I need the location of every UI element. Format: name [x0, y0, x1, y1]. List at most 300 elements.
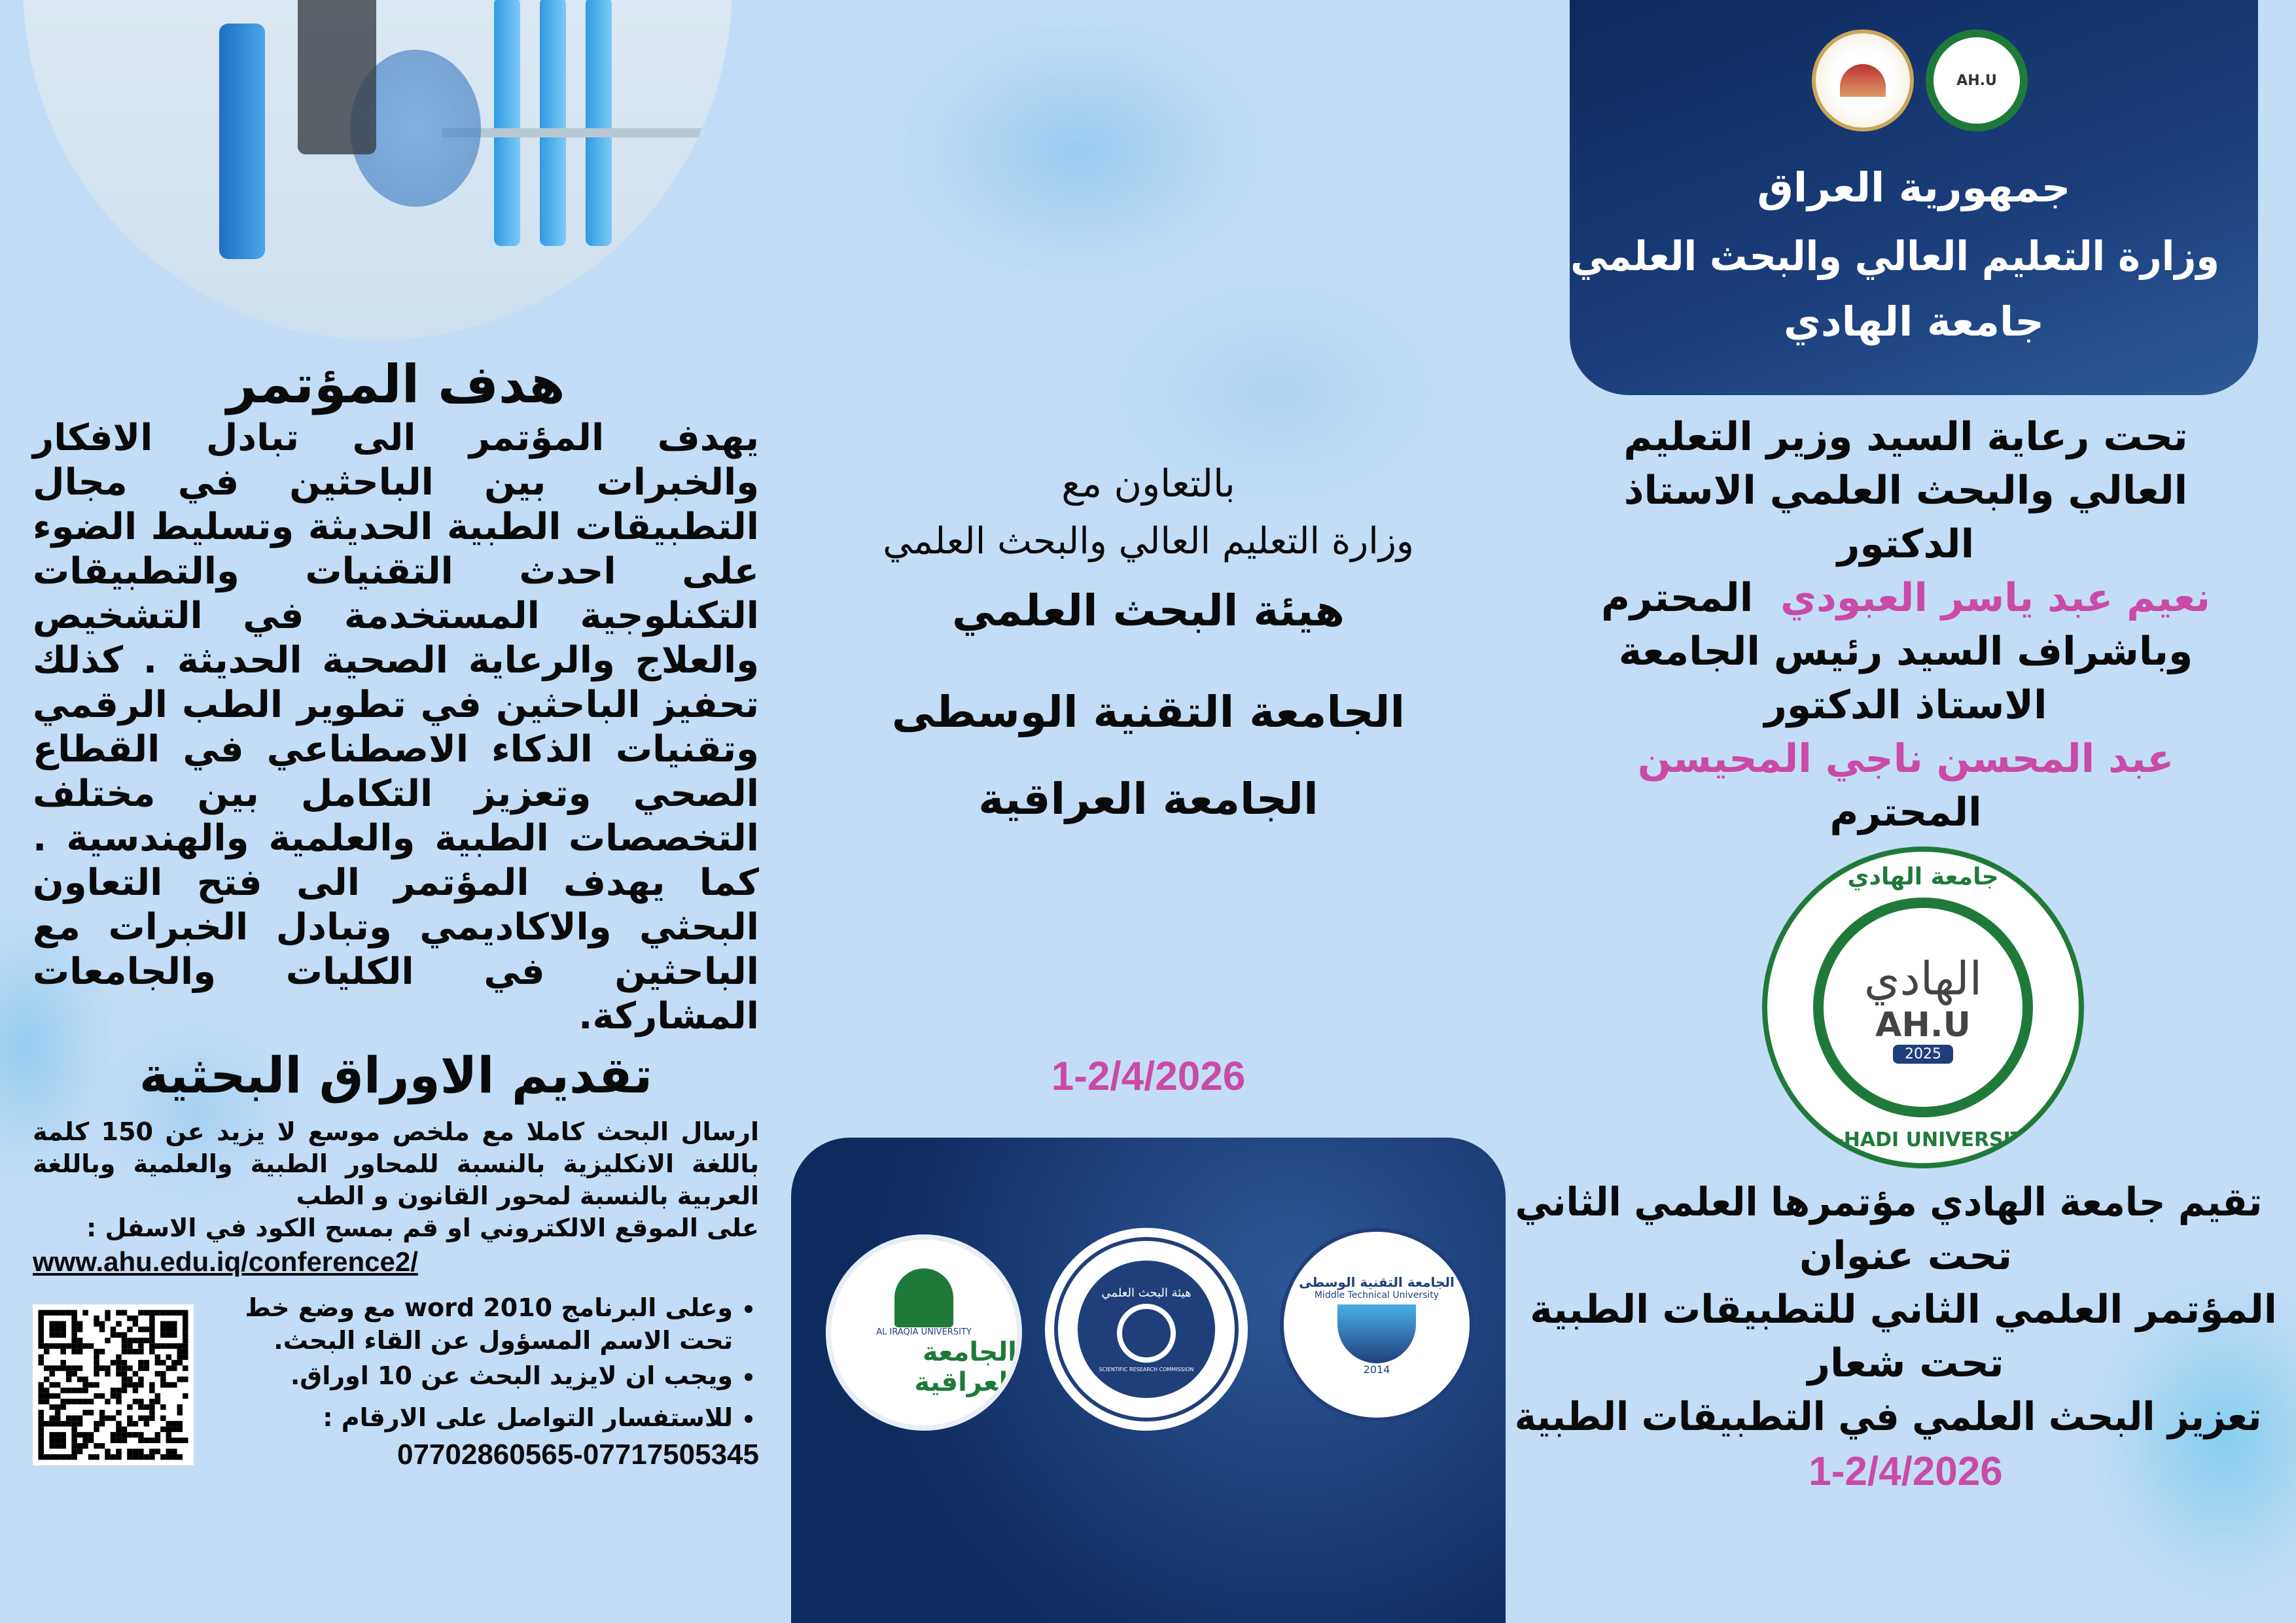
qr-module [149, 1399, 154, 1404]
qr-module [94, 1365, 99, 1370]
qr-module [149, 1449, 154, 1454]
qr-module [138, 1416, 143, 1421]
qr-module [38, 1438, 43, 1443]
qr-module [82, 1310, 88, 1315]
left-column [33, 353, 759, 1473]
qr-module [99, 1416, 105, 1421]
qr-module [160, 1427, 166, 1432]
qr-module [111, 1327, 116, 1332]
qr-module [122, 1438, 127, 1443]
qr-module [144, 1338, 149, 1343]
qr-module [60, 1443, 65, 1448]
qr-module [60, 1349, 65, 1354]
qr-module [122, 1387, 127, 1393]
qr-module [71, 1438, 77, 1443]
qr-module [166, 1327, 171, 1332]
qr-module [88, 1382, 94, 1387]
qr-module [166, 1354, 171, 1359]
qr-module [99, 1410, 105, 1415]
qr-module [49, 1421, 54, 1426]
qr-module [171, 1343, 177, 1348]
qr-module [105, 1449, 110, 1454]
qr-module [122, 1382, 127, 1387]
patronage-line-1: تحت رعاية السيد وزير التعليم [1623, 414, 2188, 460]
qr-module [127, 1365, 132, 1370]
qr-module [160, 1321, 166, 1326]
qr-module [138, 1376, 143, 1382]
qr-module [38, 1321, 43, 1326]
qr-module [160, 1416, 166, 1421]
qr-module [177, 1360, 183, 1365]
honorific: المحترم [1829, 790, 1982, 835]
qr-module [88, 1454, 94, 1459]
qr-module [77, 1343, 82, 1348]
qr-module [60, 1432, 65, 1437]
qr-module [127, 1405, 132, 1410]
qr-module [38, 1343, 43, 1348]
qr-module [155, 1371, 160, 1376]
qr-module [133, 1387, 138, 1393]
qr-module [94, 1427, 99, 1432]
qr-module [160, 1360, 166, 1365]
qr-module [183, 1438, 188, 1443]
announcement-line-1: تقيم جامعة الهادي مؤتمرها العلمي الثاني [1515, 1179, 2263, 1225]
qr-module [138, 1343, 143, 1348]
qr-module [127, 1343, 132, 1348]
qr-module [49, 1343, 54, 1348]
qr-module [133, 1338, 138, 1343]
qr-module [99, 1327, 105, 1332]
qr-module [144, 1365, 149, 1370]
qr-module [160, 1343, 166, 1348]
qr-module [166, 1449, 171, 1454]
qr-module [183, 1327, 188, 1332]
logo-mark: الهادي [1863, 951, 1983, 1005]
qr-module [183, 1343, 188, 1348]
qr-module [116, 1310, 121, 1315]
qr-module [171, 1449, 177, 1454]
qr-module [38, 1332, 43, 1337]
qr-module [138, 1365, 143, 1370]
logo-year: 2025 [1893, 1045, 1953, 1064]
qr-module [38, 1387, 43, 1393]
qr-module [116, 1393, 121, 1399]
qr-module [133, 1449, 138, 1454]
qr-module [133, 1316, 138, 1321]
qr-module [183, 1316, 188, 1321]
submission-rules [213, 1291, 759, 1434]
qr-module [49, 1382, 54, 1387]
qr-module [133, 1321, 138, 1326]
qr-module [122, 1310, 127, 1315]
partner-2: الجامعة التقنية الوسطى [891, 687, 1405, 737]
qr-module [144, 1327, 149, 1332]
qr-module [133, 1421, 138, 1426]
minister-name: نعيم عبد ياسر العبودي [1780, 575, 2211, 621]
qr-module [183, 1354, 188, 1359]
president-name: عبد المحسن ناجي المحيسن [1637, 736, 2174, 782]
qr-module [183, 1349, 188, 1354]
qr-module [177, 1421, 183, 1426]
qr-module [111, 1387, 116, 1393]
qr-module [71, 1310, 77, 1315]
qr-module [111, 1454, 116, 1459]
qr-module [105, 1316, 110, 1321]
qr-module [38, 1454, 43, 1459]
qr-module [88, 1343, 94, 1348]
qr-module [49, 1327, 54, 1332]
cooperation-intro: بالتعاون مع [1061, 461, 1235, 506]
qr-module [38, 1427, 43, 1432]
qr-module [55, 1365, 60, 1370]
qr-module [171, 1454, 177, 1459]
qr-module [171, 1382, 177, 1387]
conference-url-link[interactable]: www.ahu.edu.iq/conference2/ [33, 1246, 418, 1277]
qr-module [60, 1387, 65, 1393]
qr-module [177, 1354, 183, 1359]
qr-module [127, 1449, 132, 1454]
qr-module [171, 1360, 177, 1365]
rule-item: • ويجب ان لايزيد البحث عن 10 اوراق. [213, 1359, 733, 1392]
qr-module [122, 1338, 127, 1343]
header-line-1: جمهورية العراق [1757, 164, 2071, 211]
ministry-logo [1812, 29, 1914, 131]
qr-module [60, 1405, 65, 1410]
qr-module [111, 1332, 116, 1337]
partner-3: الجامعة العراقية [978, 774, 1318, 824]
qr-module [44, 1421, 49, 1426]
submission-title: تقديم الاوراق البحثية [139, 1046, 653, 1104]
qr-module [183, 1321, 188, 1326]
qr-module [77, 1376, 82, 1382]
qr-module [38, 1421, 43, 1426]
qr-module [94, 1421, 99, 1426]
qr-module [77, 1432, 82, 1437]
qr-module [38, 1443, 43, 1448]
submission-site-line: على الموقع الالكتروني او قم بمسح الكود في الاسفل : [86, 1213, 759, 1242]
patronage-line-6: الاستاذ الدكتور [1764, 682, 2047, 728]
qr-module [55, 1310, 60, 1315]
qr-module [138, 1438, 143, 1443]
qr-module [60, 1327, 65, 1332]
qr-module [177, 1349, 183, 1354]
qr-module [138, 1432, 143, 1437]
logo-year: 2014 [1363, 1363, 1390, 1376]
qr-module [77, 1387, 82, 1393]
qr-module [122, 1365, 127, 1370]
qr-module [94, 1443, 99, 1448]
qr-module [116, 1421, 121, 1426]
qr-module [55, 1343, 60, 1348]
qr-module [166, 1343, 171, 1348]
rules-block [213, 1291, 759, 1473]
minister-line [1525, 573, 2287, 623]
qr-module [177, 1343, 183, 1348]
qr-module [127, 1327, 132, 1332]
qr-module [71, 1316, 77, 1321]
qr-module [71, 1432, 77, 1437]
qr-module [133, 1349, 138, 1354]
qr-module [77, 1338, 82, 1343]
qr-module [38, 1393, 43, 1399]
qr-module [77, 1321, 82, 1326]
qr-module [49, 1416, 54, 1421]
qr-module [149, 1382, 154, 1387]
goal-title: هدف المؤتمر [226, 354, 565, 415]
header-line-3: جامعة الهادي [1784, 298, 2044, 345]
qr-module [38, 1416, 43, 1421]
qr-module [49, 1454, 54, 1459]
qr-module [116, 1427, 121, 1432]
qr-module [55, 1393, 60, 1399]
qr-module [49, 1432, 54, 1437]
qr-module [133, 1432, 138, 1437]
qr-module [99, 1393, 105, 1399]
qr-module [55, 1416, 60, 1421]
qr-module [160, 1382, 166, 1387]
qr-module [82, 1387, 88, 1393]
qr-module [149, 1410, 154, 1415]
qr-module [116, 1387, 121, 1393]
qr-module [71, 1449, 77, 1454]
logo-abbr: AH.U [1956, 72, 1997, 89]
qr-module [82, 1443, 88, 1448]
qr-module [171, 1327, 177, 1332]
rule-item: • للاستفسار التواصل على الارقام : [213, 1401, 733, 1434]
patronage-line-5: وباشراف السيد رئيس الجامعة [1618, 629, 2193, 674]
qr-module [44, 1343, 49, 1348]
qr-module [105, 1365, 110, 1370]
qr-module [105, 1399, 110, 1404]
qr-module [44, 1349, 49, 1354]
qr-module [88, 1432, 94, 1437]
qr-module [116, 1365, 121, 1370]
qr-module [183, 1338, 188, 1343]
logo-text: هيئة البحث العلمي [1101, 1286, 1192, 1300]
qr-module [44, 1365, 49, 1370]
qr-module [133, 1371, 138, 1376]
qr-module [44, 1393, 49, 1399]
qr-module [171, 1332, 177, 1337]
qr-module [133, 1382, 138, 1387]
qr-module [149, 1343, 154, 1348]
qr-module [155, 1432, 160, 1437]
honorific: المحترم [1600, 575, 1754, 621]
qr-module [49, 1371, 54, 1376]
qr-module [160, 1454, 166, 1459]
conference-date: 1-2/4/2026 [1809, 1449, 2003, 1494]
qr-module [122, 1427, 127, 1432]
qr-module [55, 1454, 60, 1459]
qr-module [166, 1432, 171, 1437]
conference-slogan: تعزيز البحث العلمي في التطبيقات الطبية [1514, 1394, 2262, 1440]
qr-module [66, 1399, 71, 1404]
qr-module [38, 1316, 43, 1321]
qr-module [44, 1454, 49, 1459]
conference-title: المؤتمر العلمي الثاني للتطبيقات الطبية [1530, 1287, 2277, 1333]
qr-module [38, 1354, 43, 1359]
qr-module [94, 1393, 99, 1399]
qr-module [55, 1421, 60, 1426]
qr-module [49, 1365, 54, 1370]
qr-module [138, 1360, 143, 1365]
qr-module [38, 1338, 43, 1343]
qr-module [77, 1421, 82, 1426]
qr-module [55, 1438, 60, 1443]
logo-abbr: AH.U [1875, 1005, 1971, 1045]
qr-module [177, 1410, 183, 1415]
logo-text: SCIENTIFIC RESEARCH COMMISSION [1099, 1367, 1194, 1372]
qr-module [122, 1349, 127, 1354]
qr-module [66, 1416, 71, 1421]
qr-module [116, 1321, 121, 1326]
qr-module [144, 1421, 149, 1426]
qr-module [133, 1454, 138, 1459]
qr-module [116, 1454, 121, 1459]
qr-module [49, 1405, 54, 1410]
al-hadi-small-logo [1926, 29, 2028, 131]
qr-module [44, 1310, 49, 1315]
qr-module [111, 1438, 116, 1443]
qr-module [60, 1360, 65, 1365]
qr-module [177, 1376, 183, 1382]
qr-module [138, 1454, 143, 1459]
lab-photo [23, 0, 732, 340]
rule-item: • وعلى البرنامج word 2010 مع وضع خط تحت الاسم المسؤول عن القاء البحث. [213, 1291, 733, 1357]
qr-module [105, 1416, 110, 1421]
qr-module [177, 1405, 183, 1410]
qr-module [155, 1449, 160, 1454]
qr-module [55, 1321, 60, 1326]
qr-module [166, 1454, 171, 1459]
qr-module [66, 1343, 71, 1348]
qr-module [155, 1438, 160, 1443]
qr-module [160, 1327, 166, 1332]
qr-module [149, 1349, 154, 1354]
qr-module [71, 1387, 77, 1393]
qr-code[interactable] [33, 1304, 194, 1465]
qr-module [77, 1365, 82, 1370]
qr-module [149, 1327, 154, 1332]
qr-module [44, 1376, 49, 1382]
qr-module [99, 1443, 105, 1448]
qr-module [66, 1310, 71, 1315]
qr-module [122, 1360, 127, 1365]
qr-module [71, 1343, 77, 1348]
qr-module [55, 1432, 60, 1437]
qr-module [99, 1421, 105, 1426]
qr-module [149, 1338, 154, 1343]
qr-module [49, 1438, 54, 1443]
qr-module [38, 1449, 43, 1454]
qr-module [49, 1393, 54, 1399]
header-line-2: وزارة التعليم العالي والبحث العلمي [1570, 232, 2219, 280]
qr-module [149, 1454, 154, 1459]
qr-module [144, 1454, 149, 1459]
qr-module [177, 1454, 183, 1459]
qr-module [138, 1338, 143, 1343]
qr-module [105, 1310, 110, 1315]
qr-module [144, 1310, 149, 1315]
qr-module [82, 1438, 88, 1443]
qr-module [66, 1371, 71, 1376]
qr-module [160, 1310, 166, 1315]
qr-module [99, 1349, 105, 1354]
qr-module [138, 1405, 143, 1410]
qr-module [66, 1421, 71, 1426]
qr-module [77, 1443, 82, 1448]
qr-module [166, 1321, 171, 1326]
qr-module [155, 1393, 160, 1399]
qr-module [105, 1338, 110, 1343]
qr-module [60, 1421, 65, 1426]
qr-module [94, 1316, 99, 1321]
qr-module [149, 1332, 154, 1337]
qr-module [166, 1332, 171, 1337]
qr-module [127, 1454, 132, 1459]
qr-module [155, 1310, 160, 1315]
qr-module [127, 1421, 132, 1426]
qr-module [127, 1376, 132, 1382]
qr-module [60, 1454, 65, 1459]
qr-module [44, 1399, 49, 1404]
qr-module [171, 1427, 177, 1432]
qr-module [122, 1376, 127, 1382]
qr-module [94, 1360, 99, 1365]
qr-module [160, 1405, 166, 1410]
qr-module [49, 1443, 54, 1448]
qr-module [149, 1416, 154, 1421]
qr-module [160, 1371, 166, 1376]
al-hadi-university-logo [1762, 846, 2084, 1168]
qr-module [82, 1432, 88, 1437]
qr-module [38, 1382, 43, 1387]
announcement-line-4: تحت شعار [1807, 1340, 2004, 1386]
qr-module [82, 1343, 88, 1348]
qr-module [94, 1354, 99, 1359]
qr-module [155, 1399, 160, 1404]
qr-module [94, 1371, 99, 1376]
qr-module [166, 1365, 171, 1370]
qr-module [160, 1332, 166, 1337]
qr-module [177, 1427, 183, 1432]
qr-module [166, 1427, 171, 1432]
qr-module [171, 1421, 177, 1426]
goal-text: يهدف المؤتمر الى تبادل الافكار والخبرات بين الباحثين في مجال التطبيقات الطبية الحديثة وتسليط الضوء على احدث التقنيات والتطبيقات التكنلوجية المستخدمة في التشخيص والعلاج والرعاية الصحية الحديثة . كذلك تحفيز الباحثين في تطوير الطب الرقمي وتقنيات الذكاء الاصطناعي في القطاع الصحي وتعزيز التكامل بين مختلف التخصصات الطبية والعلمية والهندسية . كما يهدف المؤتمر الى فتح التعاون البحثي والاكاديمي وتبادل الخبرات مع الباحثين في الكليات والجامعات المشاركة. [33, 417, 759, 1038]
qr-module [49, 1321, 54, 1326]
qr-module [122, 1371, 127, 1376]
qr-module [82, 1399, 88, 1404]
qr-module [71, 1416, 77, 1421]
qr-module [133, 1399, 138, 1404]
submission-text: ارسال البحث كاملا مع ملخص موسع لا يزيد عن 150 كلمة باللغة الانكليزية بالنسبة للمحاور الطبية والعلمية وباللغة العربية بالنسبة لمحور القانون و الطب [33, 1117, 759, 1210]
qr-module [183, 1310, 188, 1315]
qr-module [60, 1438, 65, 1443]
middle-technical-university-logo [1280, 1228, 1474, 1422]
qr-module [166, 1310, 171, 1315]
qr-module [155, 1354, 160, 1359]
qr-module [127, 1432, 132, 1437]
qr-module [183, 1393, 188, 1399]
qr-module [88, 1399, 94, 1404]
cooperation-date: 1-2/4/2026 [1051, 1054, 1246, 1099]
qr-module [88, 1410, 94, 1415]
qr-module [171, 1310, 177, 1315]
qr-module [38, 1410, 43, 1415]
qr-module [127, 1349, 132, 1354]
qr-module [44, 1387, 49, 1393]
qr-module [71, 1399, 77, 1404]
